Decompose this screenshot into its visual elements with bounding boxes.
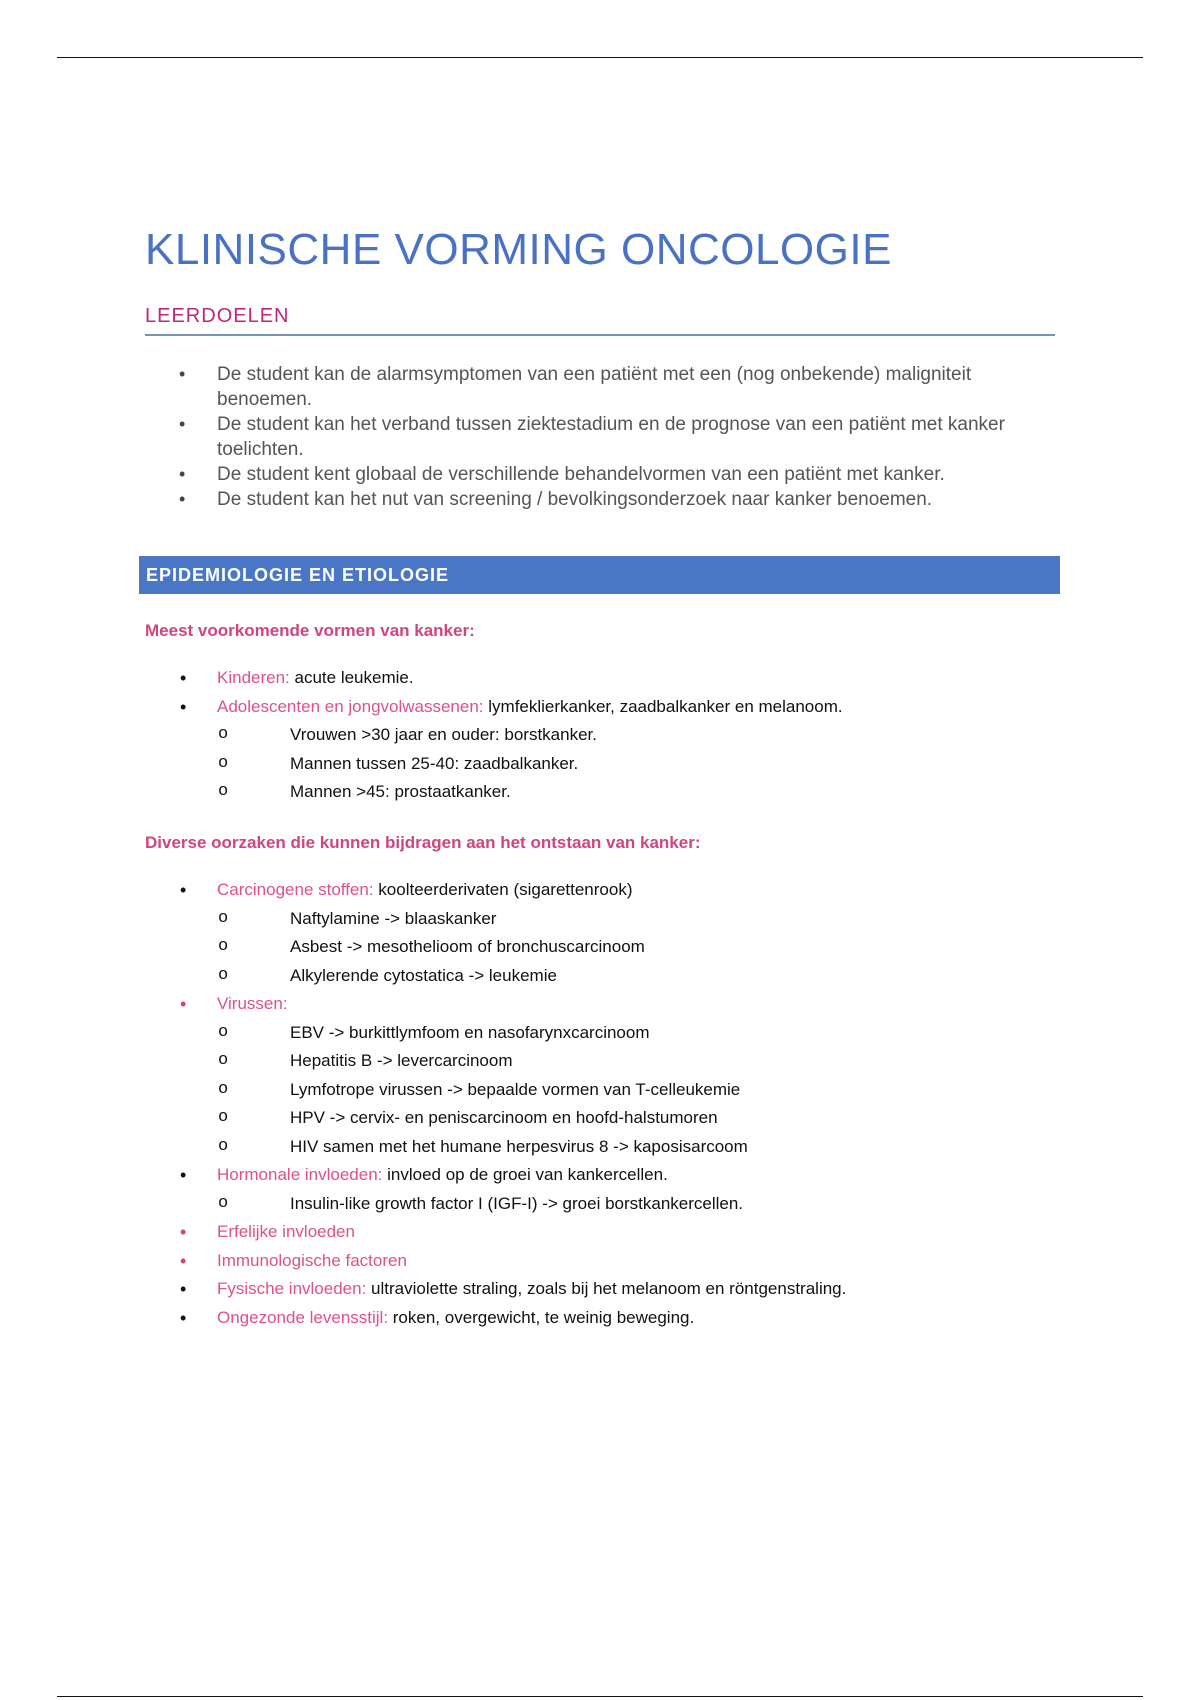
sub-marker: o — [218, 753, 229, 773]
item-key: Carcinogene stoffen: — [217, 880, 374, 899]
sub-list-item — [217, 1047, 1065, 1076]
list-item — [145, 664, 1065, 693]
item-key: Virussen: — [217, 994, 288, 1013]
bullet-marker: • — [180, 880, 187, 900]
sub-list — [217, 721, 1065, 807]
item-key: Hormonale invloeden: — [217, 1165, 383, 1184]
page-title: KLINISCHE VORMING ONCOLOGIE — [145, 225, 892, 274]
sub-item-text: Mannen >45: prostaatkanker. — [290, 782, 511, 801]
sub-item-text: HPV -> cervix- en peniscarcinoom en hoofd-halstumoren — [290, 1108, 718, 1127]
voorkomende-vormen-list — [145, 664, 1065, 807]
subheading-oorzaken: Diverse oorzaken die kunnen bijdragen aan het ontstaan van kanker: — [145, 833, 701, 852]
bullet-marker: • — [180, 1250, 187, 1271]
sub-item-text: Asbest -> mesothelioom of bronchuscarcinoom — [290, 937, 645, 956]
bullet-marker: • — [180, 696, 187, 717]
list-item — [145, 1304, 1065, 1333]
sub-marker: o — [218, 1051, 229, 1070]
list-item — [145, 876, 1065, 990]
bullet-marker: • — [180, 1222, 187, 1242]
sub-item-text: Lymfotrope virussen -> bepaalde vormen van T-celleukemie — [290, 1079, 741, 1099]
sub-marker: o — [218, 1079, 229, 1099]
sub-marker: o — [218, 1108, 229, 1127]
sub-list-item — [217, 962, 1065, 991]
sub-marker: o — [218, 782, 229, 801]
item-value: lymfeklierkanker, zaadbalkanker en melanoom. — [483, 696, 843, 716]
sub-list-item — [217, 1019, 1065, 1048]
list-item: • De student kan de alarmsymptomen van een patiënt met een (nog onbekende) maligniteit benoemen. — [145, 362, 1055, 412]
sub-list-item — [217, 1190, 1065, 1219]
item-value: roken, overgewicht, te weinig beweging. — [388, 1307, 695, 1327]
item-value: ultraviolette straling, zoals bij het melanoom en röntgenstraling. — [366, 1279, 847, 1298]
sub-list-item — [217, 933, 1065, 962]
sub-list — [217, 905, 1065, 991]
list-item — [145, 990, 1065, 1161]
sub-list-item — [217, 778, 1065, 807]
sub-list-item — [217, 1104, 1065, 1133]
bullet-marker: • — [180, 1165, 187, 1185]
sub-list — [217, 1019, 1065, 1162]
sub-list-item — [217, 1133, 1065, 1162]
list-item: • De student kan het verband tussen ziektestadium en de prognose van een patiënt met kanker toelichten. — [145, 412, 1055, 462]
sub-marker: o — [218, 1022, 229, 1042]
item-value: koolteerderivaten (sigarettenrook) — [373, 880, 633, 899]
sub-item-text: Naftylamine -> blaaskanker — [290, 908, 497, 928]
sub-item-text: Alkylerende cytostatica -> leukemie — [290, 965, 557, 985]
sub-item-text: Hepatitis B -> levercarcinoom — [290, 1051, 513, 1070]
sub-item-text: HIV samen met het humane herpesvirus 8 -> kaposisarcoom — [290, 1136, 748, 1156]
sub-item-text: Insulin-like growth factor I (IGF-I) -> groei borstkankercellen. — [290, 1193, 744, 1213]
subheading-voorkomende-vormen: Meest voorkomende vormen van kanker: — [145, 621, 475, 640]
sub-marker: o — [218, 1193, 229, 1213]
item-key: Erfelijke invloeden — [217, 1222, 355, 1241]
header-rule — [57, 57, 1143, 58]
sub-marker: o — [218, 1136, 229, 1156]
sub-list-item — [217, 905, 1065, 934]
item-key: Immunologische factoren — [217, 1250, 407, 1270]
sub-list — [217, 1190, 1065, 1219]
leerdoelen-list — [145, 362, 1055, 512]
section-band-epidemiologie: EPIDEMIOLOGIE EN ETIOLOGIE — [139, 556, 1060, 594]
list-item: • De student kent globaal de verschillende behandelvormen van een patiënt met kanker. — [145, 462, 1055, 487]
item-value: acute leukemie. — [289, 668, 414, 687]
sub-marker: o — [218, 725, 229, 744]
sub-marker: o — [218, 937, 229, 956]
item-key: Ongezonde levensstijl: — [217, 1307, 389, 1327]
list-item: • De student kan het nut van screening / bevolkingsonderzoek naar kanker benoemen. — [145, 487, 1055, 512]
item-key: Fysische invloeden: — [217, 1279, 367, 1298]
bullet-marker: • — [180, 994, 187, 1014]
leerdoelen-heading: LEERDOELEN — [145, 302, 1055, 336]
list-item — [145, 693, 1065, 807]
sub-marker: o — [218, 908, 229, 928]
sub-item-text: EBV -> burkittlymfoom en nasofarynxcarcinoom — [290, 1022, 650, 1042]
bullet-marker: • — [180, 1307, 187, 1328]
sub-item-text: Mannen tussen 25-40: zaadbalkanker. — [290, 753, 579, 773]
sub-list-item — [217, 721, 1065, 750]
sub-list-item — [217, 1076, 1065, 1105]
section-voorkomende-vormen — [145, 619, 1065, 807]
item-value: invloed op de groei van kankercellen. — [382, 1165, 668, 1184]
footer-rule — [57, 1696, 1143, 1697]
list-item — [145, 1275, 1065, 1304]
item-key: Adolescenten en jongvolwassenen: — [217, 696, 484, 716]
list-item — [145, 1247, 1065, 1276]
item-key: Kinderen: — [217, 668, 290, 687]
document-body — [145, 222, 1055, 512]
bullet-marker: • — [180, 1279, 187, 1299]
oorzaken-list — [145, 876, 1065, 1332]
bullet-marker: • — [180, 668, 187, 688]
list-item — [145, 1218, 1065, 1247]
sub-marker: o — [218, 965, 229, 985]
sub-item-text: Vrouwen >30 jaar en ouder: borstkanker. — [290, 725, 597, 744]
list-item — [145, 1161, 1065, 1218]
sub-list-item — [217, 750, 1065, 779]
section-oorzaken — [145, 831, 1065, 1332]
